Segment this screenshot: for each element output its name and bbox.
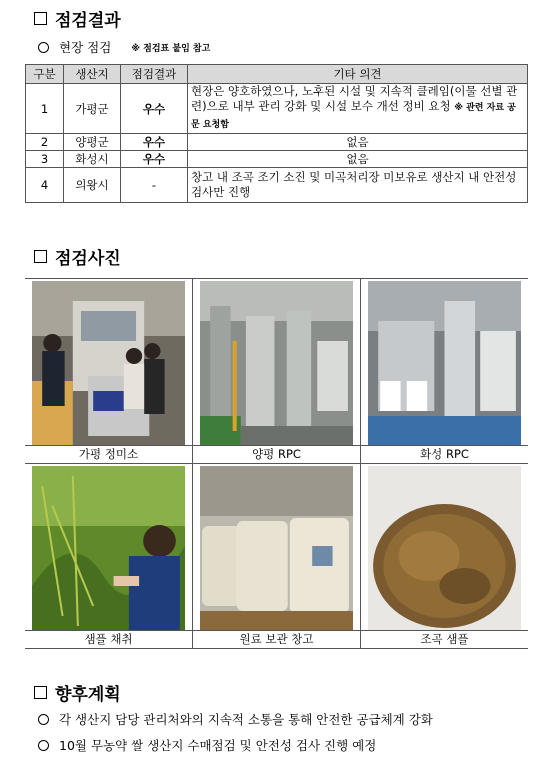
photo-caption: 양평 RPC <box>193 445 360 463</box>
circle-bullet-icon <box>38 714 49 725</box>
cell-no: 1 <box>26 84 64 134</box>
header-opinion: 기타 의견 <box>188 65 528 84</box>
section-heading-result <box>34 6 121 31</box>
cell-opinion <box>188 84 528 134</box>
photo-rpc-machinery <box>200 281 353 445</box>
section-title: 점검사진 <box>55 249 121 269</box>
photo-rice-field <box>32 466 185 630</box>
header-result: 점검결과 <box>121 65 188 84</box>
table-row <box>26 84 528 134</box>
photo-row <box>25 279 528 463</box>
circle-bullet-icon <box>38 740 49 751</box>
header-region: 생산지 <box>64 65 121 84</box>
table-row <box>26 168 528 203</box>
cell-opinion: 창고 내 조곡 조기 소진 및 미곡처리장 미보유로 생산지 내 안전성 검사만 진행 <box>188 168 528 203</box>
cell-result: 우수 <box>121 151 188 168</box>
section-title: 향후계획 <box>55 685 121 705</box>
photo-cell <box>25 464 192 648</box>
photo-cell <box>192 279 360 463</box>
cell-opinion: 없음 <box>188 151 528 168</box>
photo-grain-sacks <box>200 466 353 630</box>
circle-bullet-icon <box>38 42 49 53</box>
cell-region: 양평군 <box>64 134 121 151</box>
photo-cell <box>192 464 360 648</box>
table-row <box>26 151 528 168</box>
table-header-row <box>26 65 528 84</box>
photo-rough-rice <box>368 466 521 630</box>
cell-no: 4 <box>26 168 64 203</box>
cell-result: - <box>121 168 188 203</box>
opinion-text: 현장은 양호하였으나, 노후된 시설 및 지속적 클레임(이물 선별 관련)으로 내부 관리 강화 및 시설 보수 개선 정비 요청 <box>191 84 518 113</box>
cell-no: 3 <box>26 151 64 168</box>
cell-result: 우수 <box>121 134 188 151</box>
photo-cell <box>360 279 528 463</box>
table-row <box>26 134 528 151</box>
cell-result: 우수 <box>121 84 188 134</box>
cell-no: 2 <box>26 134 64 151</box>
photo-caption: 원료 보관 창고 <box>193 630 360 648</box>
photo-caption: 샘플 채취 <box>25 630 192 648</box>
plan-text: 10월 무농약 쌀 생산지 수매점검 및 안전성 검사 진행 예정 <box>59 738 377 753</box>
bullet-inspection <box>38 38 210 56</box>
photo-grid <box>25 278 528 649</box>
plan-text: 각 생산지 담당 관리처와의 지속적 소통을 통해 안전한 공급체계 강화 <box>59 712 433 727</box>
cell-region: 의왕시 <box>64 168 121 203</box>
header-no: 구분 <box>26 65 64 84</box>
plan-item <box>38 710 433 728</box>
photo-caption: 화성 RPC <box>361 445 528 463</box>
section-heading-plan <box>34 680 121 705</box>
photo-row <box>25 463 528 648</box>
result-table <box>25 64 528 203</box>
plan-item <box>38 736 376 754</box>
note-text: ※ 점검표 붙임 참고 <box>131 43 211 54</box>
photo-rpc-machinery <box>368 281 521 445</box>
cell-region: 가평군 <box>64 84 121 134</box>
bullet-text: 현장 점검 <box>59 40 112 55</box>
photo-caption: 가평 정미소 <box>25 445 192 463</box>
cell-opinion: 없음 <box>188 134 528 151</box>
section-heading-photos <box>34 244 121 269</box>
square-icon <box>34 250 47 263</box>
photo-cell <box>360 464 528 648</box>
photo-mill-workers <box>32 281 185 445</box>
square-icon <box>34 686 47 699</box>
photo-caption: 조곡 샘플 <box>361 630 528 648</box>
section-title: 점검결과 <box>55 11 121 31</box>
square-icon <box>34 12 47 25</box>
opinion-note: ※ 관련 자료 공문 요청함 <box>191 103 516 130</box>
photo-cell <box>25 279 192 463</box>
cell-region: 화성시 <box>64 151 121 168</box>
